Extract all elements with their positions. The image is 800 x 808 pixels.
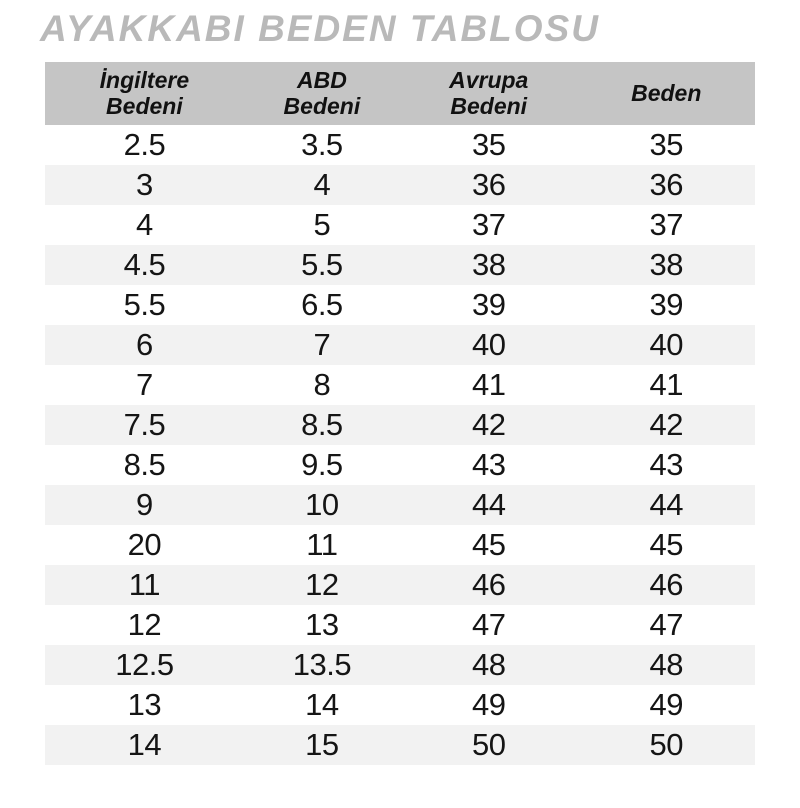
column-header-label: İngiltere Bedeni <box>99 66 190 119</box>
size-cell: 36 <box>649 167 683 202</box>
table-header-row <box>45 62 755 125</box>
size-cell: 38 <box>471 247 506 282</box>
size-cell: 37 <box>649 207 683 242</box>
page-title: AYAKKABI BEDEN TABLOSU <box>40 8 600 49</box>
table-row <box>45 365 755 405</box>
size-cell: 39 <box>471 287 506 322</box>
size-cell: 49 <box>471 687 506 722</box>
size-cell: 48 <box>471 647 506 682</box>
size-cell: 45 <box>471 527 506 562</box>
size-cell: 6.5 <box>301 287 343 322</box>
size-cell: 4 <box>313 167 331 202</box>
size-cell: 5 <box>313 207 331 242</box>
size-cell: 12 <box>305 567 339 602</box>
size-cell: 49 <box>649 687 683 722</box>
size-cell: 8.5 <box>301 407 343 442</box>
table-row <box>45 645 755 685</box>
size-cell: 35 <box>471 127 506 162</box>
size-cell: 41 <box>649 367 683 402</box>
size-cell: 40 <box>471 327 506 362</box>
size-cell: 13.5 <box>292 647 352 682</box>
column-header-label: Beden <box>631 79 702 106</box>
column-header-label: ABD Bedeni <box>283 66 361 119</box>
table-body <box>45 125 755 765</box>
size-cell: 9.5 <box>301 447 343 482</box>
size-cell: 6 <box>136 327 153 362</box>
table-row <box>45 565 755 605</box>
size-cell: 44 <box>471 487 506 522</box>
table-row <box>45 205 755 245</box>
size-cell: 38 <box>649 247 683 282</box>
column-header-uk-size <box>45 62 244 125</box>
size-cell: 35 <box>649 127 683 162</box>
size-cell: 41 <box>471 367 506 402</box>
size-cell: 5.5 <box>123 287 166 322</box>
size-cell: 7 <box>313 327 331 362</box>
size-cell: 7 <box>136 367 153 402</box>
size-cell: 11 <box>128 567 160 602</box>
size-cell: 20 <box>127 527 162 562</box>
size-cell: 45 <box>649 527 683 562</box>
table-row <box>45 485 755 525</box>
size-cell: 7.5 <box>123 407 166 442</box>
size-cell: 13 <box>127 687 162 722</box>
size-cell: 42 <box>471 407 506 442</box>
size-cell: 3 <box>136 167 153 202</box>
size-cell: 47 <box>649 607 683 642</box>
size-cell: 8.5 <box>123 447 166 482</box>
table-row <box>45 405 755 445</box>
size-cell: 48 <box>649 647 683 682</box>
table-row <box>45 725 755 765</box>
size-cell: 50 <box>649 727 683 762</box>
column-header-eu-size <box>400 62 578 125</box>
size-cell: 46 <box>649 567 683 602</box>
table-row <box>45 125 755 165</box>
table-row <box>45 525 755 565</box>
size-cell: 37 <box>471 207 506 242</box>
size-cell: 43 <box>471 447 506 482</box>
table-row <box>45 605 755 645</box>
size-cell: 44 <box>649 487 683 522</box>
size-cell: 42 <box>649 407 683 442</box>
size-cell: 5.5 <box>301 247 343 282</box>
size-cell: 3.5 <box>301 127 343 162</box>
size-cell: 43 <box>649 447 683 482</box>
size-cell: 9 <box>136 487 153 522</box>
size-cell: 47 <box>471 607 506 642</box>
size-cell: 4 <box>136 207 153 242</box>
table-row <box>45 685 755 725</box>
table-row <box>45 245 755 285</box>
size-cell: 2.5 <box>123 127 166 162</box>
size-cell: 8 <box>313 367 331 402</box>
table-row <box>45 165 755 205</box>
size-cell: 15 <box>305 727 339 762</box>
size-cell: 14 <box>305 687 339 722</box>
table-row <box>45 285 755 325</box>
size-cell: 13 <box>305 607 339 642</box>
size-table <box>45 62 755 765</box>
size-cell: 4.5 <box>123 247 166 282</box>
size-cell: 39 <box>649 287 683 322</box>
size-cell: 50 <box>471 727 506 762</box>
table-header <box>45 62 755 125</box>
size-cell: 36 <box>471 167 506 202</box>
column-header-us-size <box>244 62 400 125</box>
size-cell: 12.5 <box>115 647 174 682</box>
column-header-size <box>577 62 755 125</box>
table-row <box>45 445 755 485</box>
size-cell: 40 <box>649 327 683 362</box>
table-row <box>45 325 755 365</box>
size-cell: 10 <box>305 487 339 522</box>
size-cell: 14 <box>127 727 162 762</box>
size-chart-page <box>0 8 800 808</box>
column-header-label: Avrupa Bedeni <box>449 66 529 119</box>
size-cell: 12 <box>127 607 162 642</box>
size-cell: 11 <box>306 527 338 562</box>
size-cell: 46 <box>471 567 506 602</box>
